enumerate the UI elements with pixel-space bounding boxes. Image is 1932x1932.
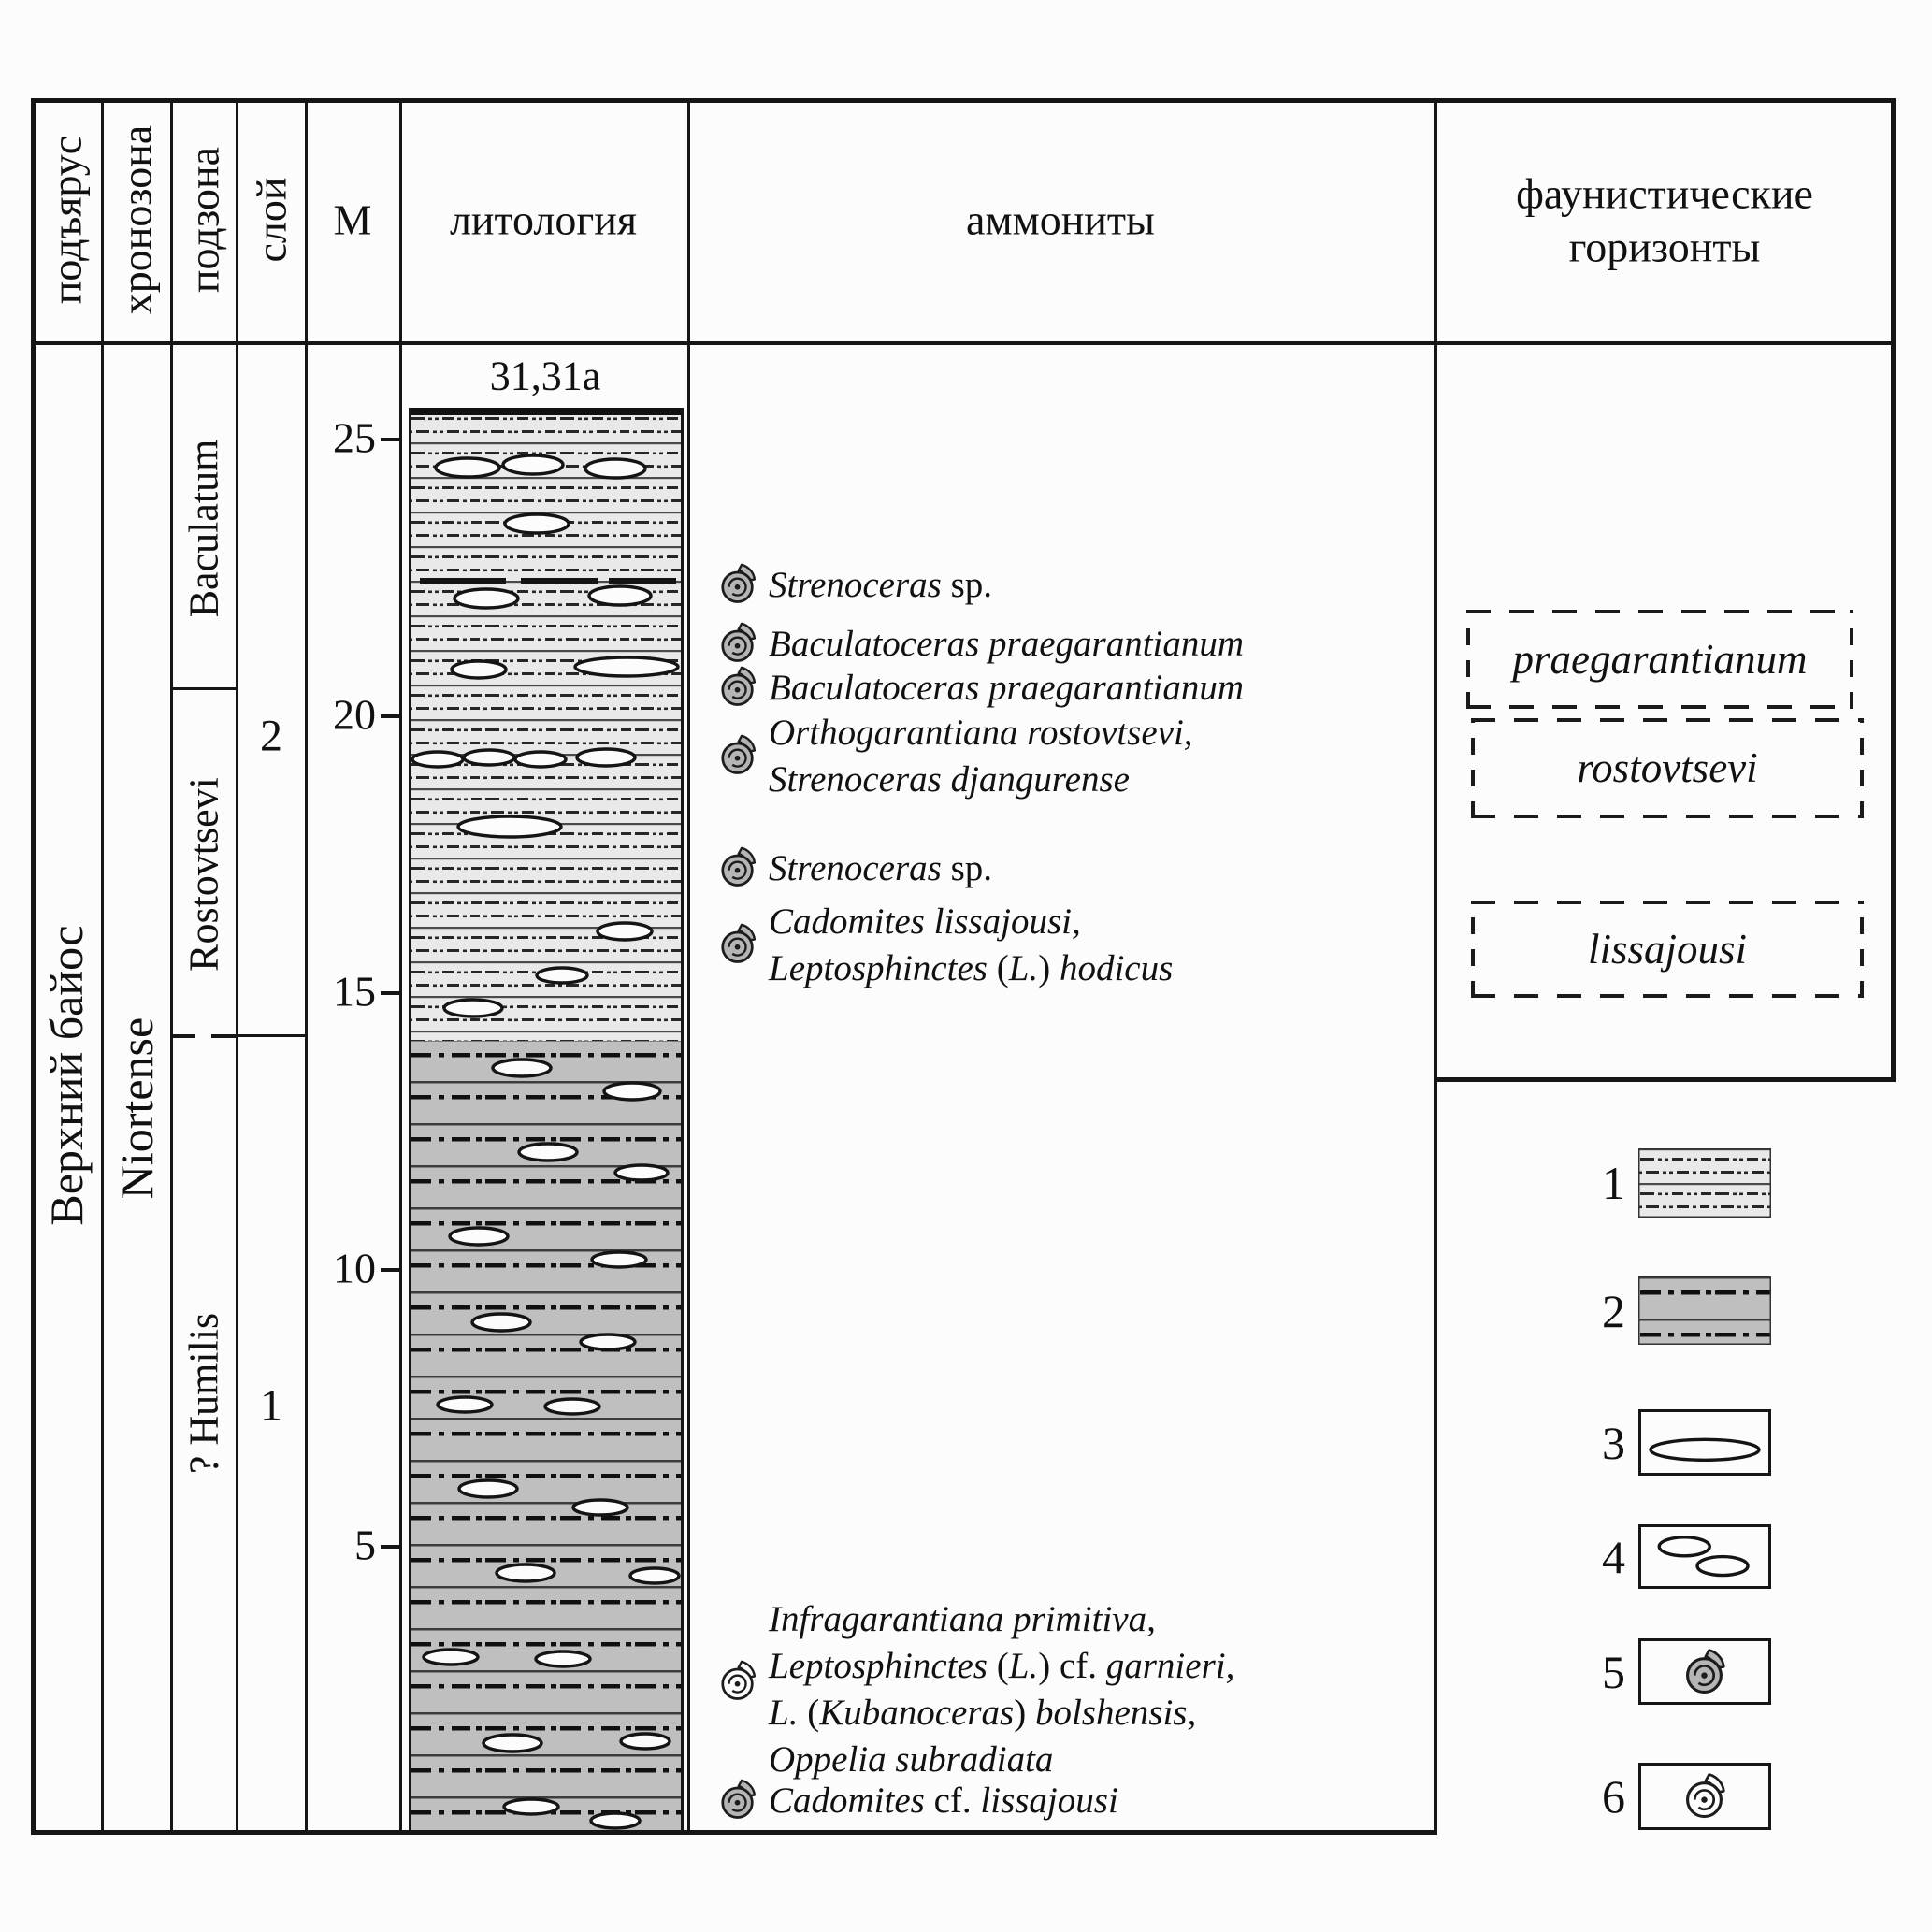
table-border [31, 98, 36, 1835]
ammonite-icon [717, 667, 758, 708]
subzone-divider [170, 687, 238, 690]
header-ammonites: аммониты [966, 195, 1155, 244]
concretion-ellipse [575, 657, 678, 676]
legend-item-number: 4 [1602, 1530, 1625, 1583]
header-lithology: литология [449, 195, 638, 244]
column-divider [101, 98, 104, 1830]
concretion-ellipse [436, 458, 499, 477]
concretion-ellipse [493, 1060, 551, 1076]
dark-interbed [420, 578, 506, 584]
chronozone-value: Niortense [110, 1016, 163, 1200]
ammonite-species-line: Baculatoceras praegarantianum [769, 668, 1245, 708]
depth-tick-label: 20 [333, 690, 376, 739]
ammonite-find-icon-gray [717, 847, 758, 893]
ammonite-find-text [769, 1596, 1234, 1783]
ammonite-find-text [769, 710, 1193, 803]
concretion-ellipse [515, 752, 566, 767]
concretion-ellipse [458, 816, 561, 837]
concretion-ellipse [504, 1799, 558, 1814]
legend-ammonite-gray-swatch [1638, 1638, 1771, 1705]
concretion-ellipse [621, 1734, 670, 1749]
column-divider [399, 98, 402, 1830]
ammonite-species-line: Orthogarantiana rostovtsevi, [769, 713, 1193, 753]
layer-1-number: 1 [260, 1380, 282, 1431]
concretion-ellipse [497, 1564, 555, 1581]
faunal-column-bottom [1434, 1077, 1896, 1082]
concretion-ellipse [536, 1651, 590, 1666]
ammonite-icon [1681, 1773, 1728, 1820]
table-border [31, 98, 1896, 103]
faunal-horizon-label: praegarantianum [1512, 636, 1808, 683]
header-layer: слой [247, 177, 296, 263]
layer-2-number: 2 [260, 711, 282, 761]
column-divider [236, 98, 238, 1830]
header-chronozone: хронозона [112, 124, 161, 315]
subzone-humilis: ? Humilis [180, 1312, 227, 1475]
ammonite-species-line: Leptosphinctes (L.) cf. garnieri, [769, 1646, 1235, 1686]
faunal-horizon-label: lissajousi [1587, 926, 1748, 973]
ammonite-find-icon-gray [717, 667, 758, 713]
ammonite-icon [717, 735, 758, 776]
depth-tick-mark [381, 1268, 401, 1272]
concretion-ellipse [604, 1083, 660, 1100]
legend-large-concretion-swatch [1638, 1409, 1771, 1476]
concretion-ellipse [483, 1735, 541, 1752]
layer-divider [236, 1034, 308, 1037]
concretion-ellipse [630, 1568, 679, 1583]
concretion-ellipse [438, 1397, 492, 1412]
concretion-ellipse [573, 1500, 627, 1515]
ammonite-find-icon-gray [717, 924, 758, 970]
subzone-baculatum: Baculatum [180, 439, 227, 618]
concretion-ellipse [537, 968, 587, 983]
column-divider [687, 98, 690, 1830]
faunal-horizon-box [1466, 610, 1853, 709]
concretion-ellipse [452, 661, 506, 678]
header-faunal-horizons-line2: горизонты [1568, 223, 1761, 271]
concretion-ellipse [592, 1252, 646, 1267]
concretion-ellipse [589, 586, 651, 605]
ammonite-species-line: Oppelia subradiata [769, 1739, 1054, 1780]
header-substage: подъярус [42, 135, 91, 305]
dark-interbed [609, 578, 676, 584]
column-divider [1434, 98, 1437, 1830]
header-meters: М [333, 195, 372, 244]
concretion-ellipse [591, 1813, 640, 1828]
header-faunal-horizons-line1: фаунистические [1516, 169, 1813, 218]
header-subzone: подзона [180, 146, 228, 294]
ammonite-find-icon-white [717, 1661, 758, 1707]
concretion-ellipse [444, 1000, 502, 1016]
concretion-ellipse [615, 1165, 668, 1180]
concretion-ellipse [545, 1399, 599, 1414]
header-divider [31, 341, 1896, 345]
ammonite-find-text [769, 621, 1244, 668]
depth-tick-mark [381, 714, 401, 718]
legend-item-number: 2 [1602, 1284, 1625, 1337]
concretion-ellipse [519, 1144, 577, 1161]
ammonite-find-text [769, 665, 1244, 712]
subzone-dashed-divider [170, 1034, 238, 1038]
ammonite-icon [717, 1661, 758, 1702]
concretion-ellipse [472, 1314, 530, 1331]
ammonite-species-line: Cadomites lissajousi, [769, 901, 1081, 942]
faunal-horizon-box [1471, 718, 1864, 818]
concretion-ellipse [577, 749, 635, 766]
ammonite-find-icon-gray [717, 1780, 758, 1825]
ammonite-find-text [769, 562, 992, 609]
concretion-ellipse [585, 459, 645, 478]
concretion-ellipse [464, 750, 514, 765]
subzone-rostovtsevi: Rostovtsevi [180, 777, 227, 972]
legend-item-number: 3 [1602, 1416, 1625, 1469]
depth-tick-mark [381, 991, 401, 995]
column-divider [305, 98, 308, 1830]
dark-interbed [521, 578, 598, 584]
ammonite-species-line: L. (Kubanoceras) bolshensis, [769, 1693, 1197, 1733]
legend-ammonite-white-swatch [1638, 1763, 1771, 1830]
ammonite-species-line: Strenoceras sp. [769, 565, 993, 605]
depth-tick-label: 25 [333, 413, 376, 462]
concretion-ellipse [450, 1228, 508, 1245]
ammonite-find-icon-gray [717, 735, 758, 781]
ammonite-species-line: Strenoceras djangurense [769, 759, 1130, 800]
ammonite-species-line: Baculatoceras praegarantianum [769, 624, 1245, 664]
ammonite-icon [717, 1780, 758, 1821]
concretion-ellipse [424, 1650, 478, 1665]
depth-tick-label: 15 [333, 967, 376, 1016]
ammonite-species-line: Infragarantiana primitiva, [769, 1599, 1156, 1639]
concretion-ellipse [412, 752, 463, 767]
table-border [1891, 98, 1896, 1082]
ammonite-icon [717, 623, 758, 664]
column-divider [170, 98, 173, 1830]
legend-item-number: 1 [1602, 1157, 1625, 1209]
concretion-ellipse [505, 514, 569, 533]
ammonite-icon [717, 564, 758, 605]
ammonite-species-line: Cadomites cf. lissajousi [769, 1781, 1118, 1821]
table-border [31, 1830, 1437, 1835]
legend-item-number: 6 [1602, 1770, 1625, 1823]
legend-item-number: 5 [1602, 1645, 1625, 1698]
ammonite-find-icon-gray [717, 564, 758, 610]
legend-small-concretions-swatch [1638, 1524, 1771, 1589]
concretion-ellipse [454, 589, 518, 608]
concretion-ellipse [581, 1334, 635, 1349]
depth-tick-mark [381, 438, 401, 441]
lithology-column [409, 408, 684, 1830]
ammonite-icon [717, 924, 758, 965]
depth-tick-label: 10 [333, 1244, 376, 1292]
sample-label: 31,31a [489, 353, 601, 399]
ammonite-icon [1681, 1649, 1728, 1695]
concretion-ellipse [598, 923, 652, 940]
ammonite-species-line: Strenoceras sp. [769, 848, 993, 888]
substage-value: Верхний байос [40, 925, 93, 1226]
legend-lithology-light-swatch [1638, 1148, 1771, 1218]
faunal-horizon-label: rostovtsevi [1577, 744, 1758, 791]
ammonite-icon [717, 847, 758, 888]
ammonite-find-text [769, 899, 1173, 992]
ammonite-species-line: Leptosphinctes (L.) hodicus [769, 948, 1174, 988]
ammonite-find-text [769, 1778, 1118, 1824]
faunal-horizon-box [1471, 901, 1864, 998]
legend-lithology-gray-swatch [1638, 1276, 1771, 1345]
depth-tick-mark [381, 1545, 401, 1549]
concretion-ellipse [503, 455, 563, 474]
concretion-ellipse [459, 1480, 517, 1497]
ammonite-find-icon-gray [717, 623, 758, 669]
ammonite-find-text [769, 845, 992, 892]
depth-tick-label: 5 [354, 1521, 376, 1569]
